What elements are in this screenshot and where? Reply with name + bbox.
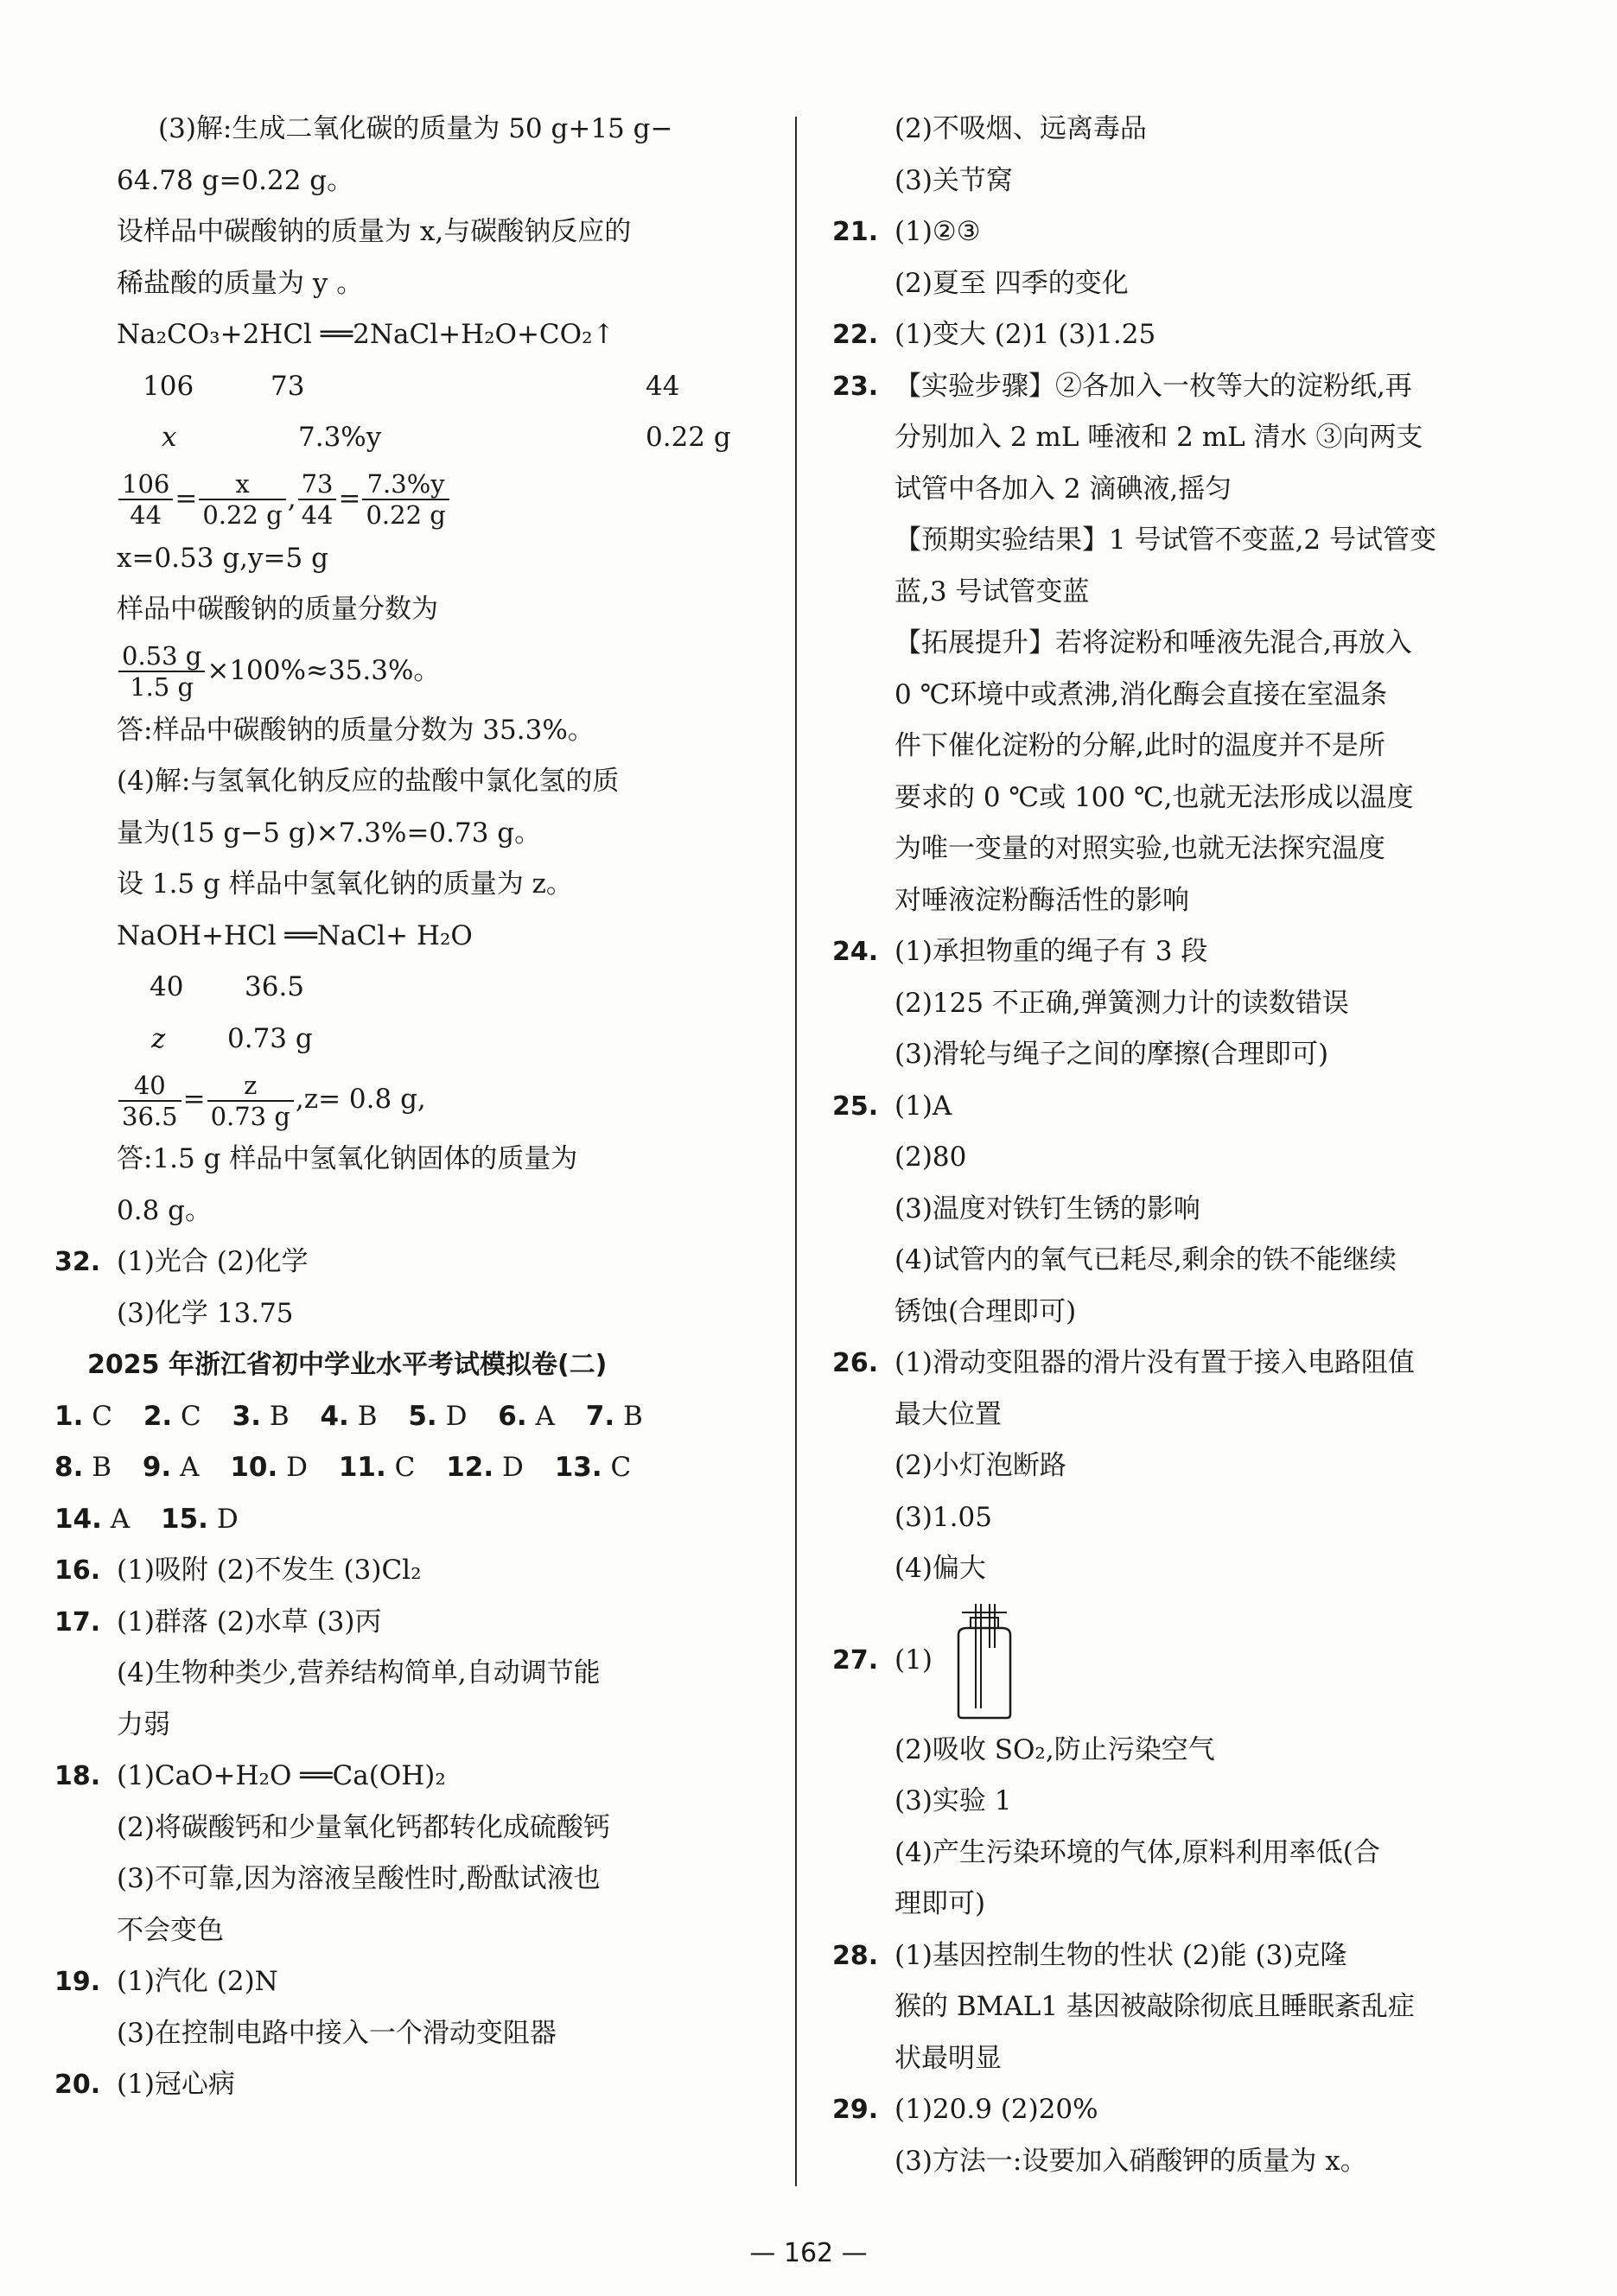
text-line: 猴的 BMAL1 基因被敲除彻底且睡眠紊乱症 [894,1991,1415,2022]
text-line: 【预期实验结果】1 号试管不变蓝,2 号试管变 [894,525,1437,556]
text-line: 为唯一变量的对照实验,也就无法探究温度 [894,833,1385,864]
equation-ratio-row [117,1014,778,1065]
text-line: (3)化学 13.75 [117,1297,294,1329]
question-23: 23. 【实验步骤】②各加入一枚等大的淀粉纸,再 [832,361,1515,413]
question-19: 19. (1)汽化 (2)N [54,1956,778,2008]
text-line: 答:样品中碳酸钠的质量分数为 35.3%。 [117,714,595,746]
fraction-equation: $\frac{106}{44}$ = $\frac{x}{0.22 g}$ , $\frac{73}{44}$ = $\frac{7.3\%y}{0.22 g}$ [117,464,778,533]
question-number: 22. [832,320,879,350]
fraction-equation: $\frac{0.53 g}{1.5 g}$ ×100%≈35.3%。 [117,636,778,705]
right-column [832,104,1515,2187]
ratio-value: 40 [150,971,184,1002]
question-16: 16. (1)吸附 (2)不发生 (3)Cl₂ [54,1545,778,1597]
fraction: $\frac{106}{44}$ [118,469,173,530]
text-line: x=0.53 g,y=5 g [117,542,328,574]
question-number: 19. [54,1967,101,1997]
section-title: 2025 年浙江省初中学业水平考试模拟卷(二) [87,1350,608,1380]
text-line: (3)不可靠,因为溶液呈酸性时,酚酞试液也 [117,1863,601,1894]
question-32: 32. (1)光合 (2)化学 [54,1237,778,1288]
question-28: 28. (1)基因控制生物的性状 (2)能 (3)克隆 [832,1930,1515,1982]
text-line: (3)温度对铁钉生锈的影响 [894,1193,1200,1224]
question-number: 32. [54,1247,101,1277]
ratio-value: 7.3%y [298,422,382,453]
text-line: 设 1.5 g 样品中氢氧化钠的质量为 z。 [117,868,573,900]
question-29: 29. (1)20.9 (2)20% [832,2084,1515,2136]
text-line: (2)将碳酸钙和少量氧化钙都转化成硫酸钙 [117,1811,610,1843]
text-line: (4)试管内的氧气已耗尽,剩余的铁不能继续 [894,1244,1397,1275]
question-22: 22. (1)变大 (2)1 (3)1.25 [832,309,1515,361]
text-line: 要求的 0 ℃或 100 ℃,也就无法形成以温度 [894,781,1414,813]
question-number: 27. [832,1644,879,1676]
text-line: 不会变色 [117,1914,224,1946]
text-line: (4)生物种类少,营养结构简单,自动调节能 [117,1657,601,1689]
text-line: (2)不吸烟、远离毒品 [894,113,1147,144]
fraction-equation: $\frac{40}{36.5}$ = $\frac{z}{0.73 g}$ ,z= 0.8 g, [117,1065,778,1134]
text-line: 对唾液淀粉酶活性的影响 [894,884,1189,916]
text-line: 0 ℃环境中或煮沸,消化酶会直接在室温条 [894,678,1388,710]
text-line: 0.8 g。 [117,1194,212,1226]
fraction: $\frac{z}{0.73 g}$ [207,1071,294,1131]
text-line: 理即可) [894,1888,986,1919]
question-24: 24. (1)承担物重的绳子有 3 段 [832,926,1515,978]
ratio-value: 106 [143,370,194,402]
mc-answer-row: 14. A 15. D [54,1503,239,1535]
question-26: 26. (1)滑动变阻器的滑片没有置于接入电路阻值 [832,1338,1515,1390]
question-number: 18. [54,1761,101,1791]
fraction: $\frac{40}{36.5}$ [118,1071,181,1131]
page-number: — 162 — [749,2238,868,2268]
text-line: 分别加入 2 mL 唾液和 2 mL 清水 ③向两支 [894,422,1423,453]
question-27: 27. (1) [832,1595,1515,1725]
ratio-value: 73 [271,370,305,402]
mc-answer-row: 1. C 2. C 3. B 4. B 5. D 6. A 7. B [54,1400,643,1432]
ratio-value: z [151,1022,166,1054]
question-number: 24. [832,937,879,967]
equation-ratio-row [117,412,778,464]
question-number: 17. [54,1606,101,1638]
text-line: 最大位置 [894,1398,1002,1430]
question-number: 21. [832,217,879,247]
fraction: $\frac{7.3\%y}{0.22 g}$ [362,469,449,530]
left-column [54,104,778,2111]
text-line: (4)解:与氢氧化钠反应的盐酸中氯化氢的质 [117,766,620,797]
question-17: 17. (1)群落 (2)水草 (3)丙 [54,1597,778,1649]
text-line: 件下催化淀粉的分解,此时的温度并不是所 [894,730,1385,761]
question-number: 23. [832,371,879,402]
chemical-equation: NaOH+HCl ══NaCl+ H₂O [117,919,473,951]
ratio-value: 0.73 g [227,1022,313,1054]
text-line: (2)夏至 四季的变化 [894,267,1129,299]
mc-answer-row: 8. B 9. A 10. D 11. C 12. D 13. C [54,1452,632,1483]
text-line: 量为(15 g−5 g)×7.3%=0.73 g。 [117,817,542,849]
question-number: 25. [832,1091,879,1122]
question-number: 16. [54,1555,101,1586]
question-number: 26. [832,1348,879,1378]
text-line: 设样品中碳酸钠的质量为 x,与碳酸钠反应的 [117,216,632,247]
text-line: 锈蚀(合理即可) [894,1295,1077,1327]
question-20: 20. (1)冠心病 [54,2059,778,2111]
text-line: (3)1.05 [894,1501,992,1533]
text-line: (4)产生污染环境的气体,原料利用率低(合 [894,1836,1380,1868]
text-line: 试管中各加入 2 滴碘液,摇匀 [894,473,1232,505]
question-number: 29. [832,2095,879,2125]
text-line: 状最明显 [894,2042,1002,2074]
fraction: $\frac{73}{44}$ [298,469,337,530]
ratio-value: 44 [646,370,680,402]
text-line: 稀盐酸的质量为 y 。 [117,267,364,299]
text-line: 样品中碳酸钠的质量分数为 [117,594,438,625]
question-number: 28. [832,1940,879,1971]
text-line: 【拓展提升】若将淀粉和唾液先混合,再放入 [894,627,1412,658]
fraction: $\frac{x}{0.22 g}$ [199,469,285,530]
text-line: (3)在控制电路中接入一个滑动变阻器 [117,2017,557,2049]
text-line: (2)80 [894,1142,967,1173]
question-number: 20. [54,2070,101,2100]
gas-washing-bottle-diagram [950,1600,1019,1721]
text-line: (3)实验 1 [894,1785,1012,1816]
equation-ratio-row [117,361,778,413]
column-divider [795,117,797,2186]
text-line: 力弱 [117,1708,170,1740]
text-line: (2)小灯泡断路 [894,1450,1066,1481]
ratio-value: 36.5 [245,971,305,1002]
equation-ratio-row [117,962,778,1014]
text-line: (3)关节窝 [894,164,1013,196]
text-line: 答:1.5 g 样品中氢氧化钠固体的质量为 [117,1143,578,1174]
text-line: 64.78 g=0.22 g。 [117,164,354,196]
question-25: 25. (1)A [832,1081,1515,1133]
ratio-value: x [162,422,177,453]
text-line: (2)吸收 SO₂,防止污染空气 [894,1733,1215,1765]
text-line: (3)解:生成二氧化碳的质量为 50 g+15 g− [158,113,673,144]
ratio-value: 0.22 g [646,422,731,453]
fraction: $\frac{0.53 g}{1.5 g}$ [118,641,205,702]
question-21: 21. (1)②③ [832,207,1515,258]
text-line: (2)125 不正确,弹簧测力计的读数错误 [894,987,1349,1019]
text-line: (4)偏大 [894,1553,986,1584]
text-line: (3)滑轮与绳子之间的摩擦(合理即可) [894,1039,1329,1070]
text-line: 蓝,3 号试管变蓝 [894,576,1090,607]
chemical-equation: Na₂CO₃+2HCl ══2NaCl+H₂O+CO₂↑ [117,319,615,350]
text-line: (3)方法一:设要加入硝酸钾的质量为 x。 [894,2145,1367,2177]
question-18: 18. (1)CaO+H₂O ══Ca(OH)₂ [54,1751,778,1803]
